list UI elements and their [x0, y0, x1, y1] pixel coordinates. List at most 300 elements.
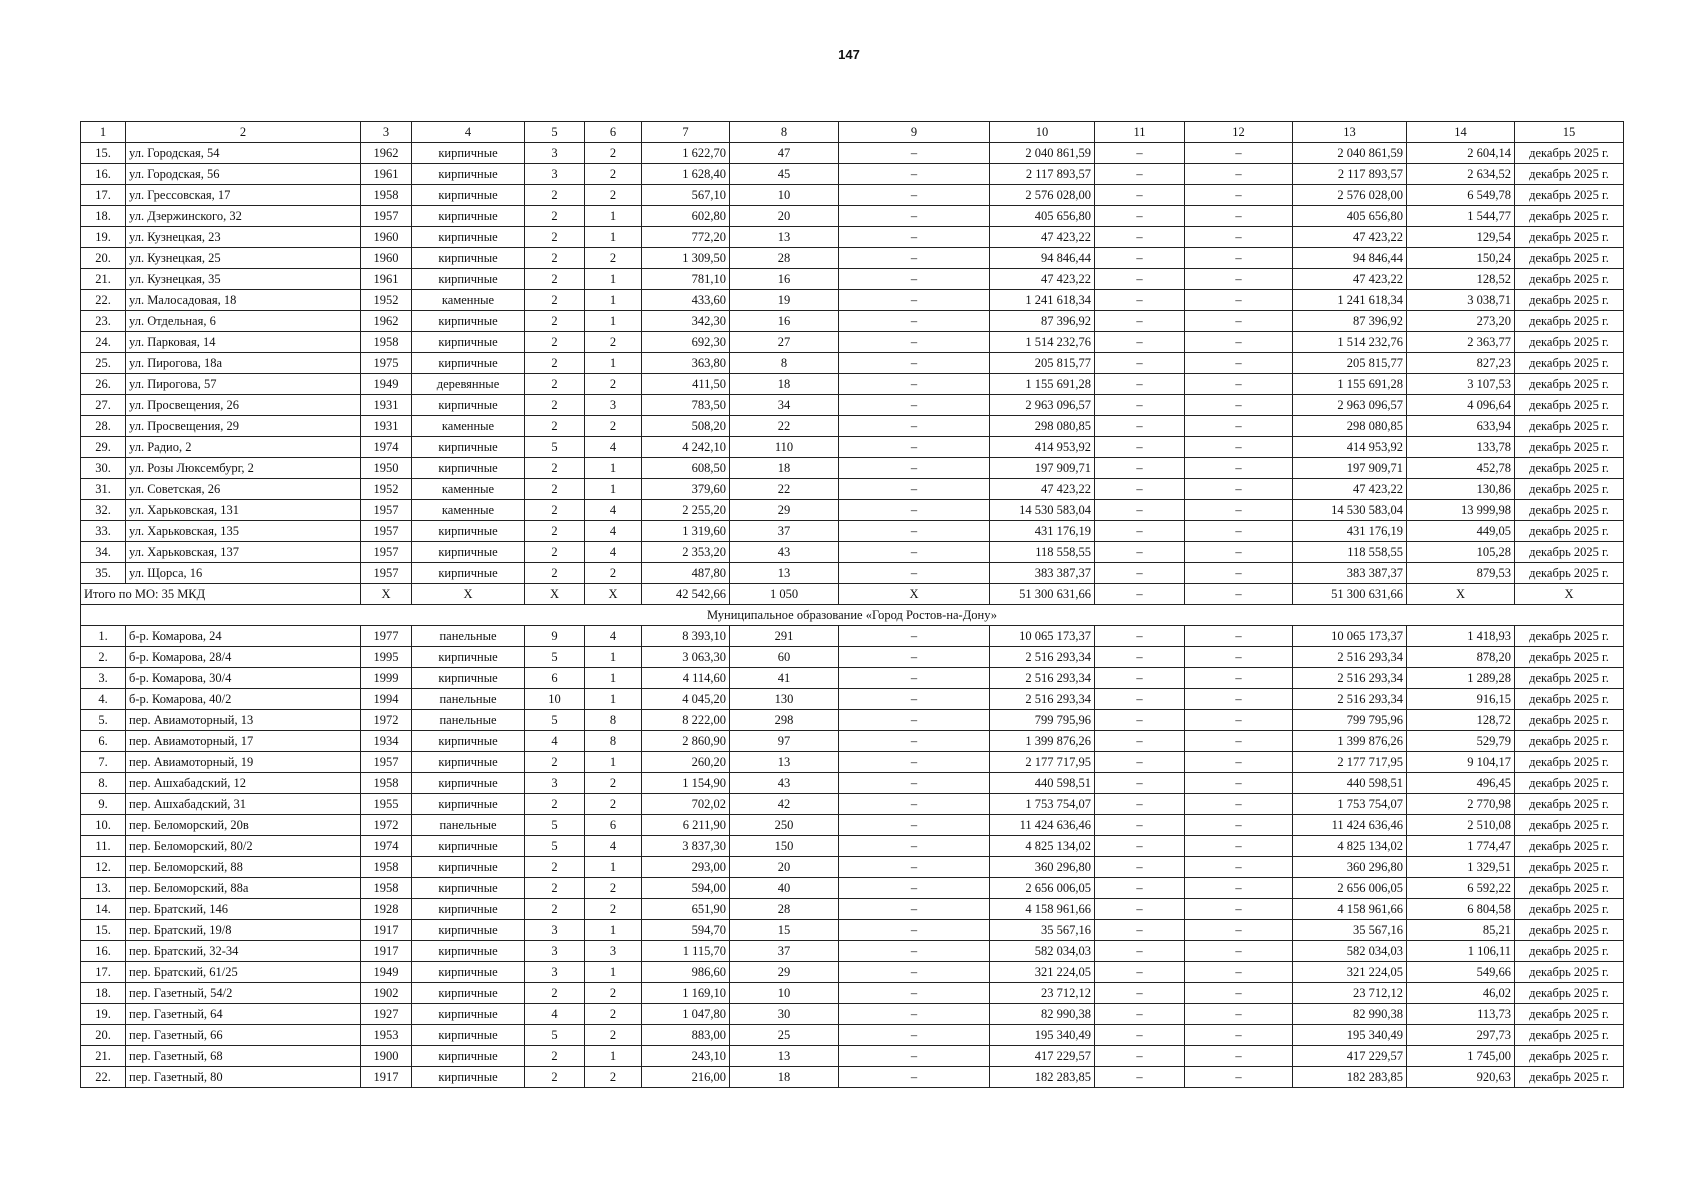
table-cell: декабрь 2025 г. — [1515, 689, 1624, 710]
table-cell: пер. Ашхабадский, 12 — [126, 773, 361, 794]
table-row — [81, 521, 1624, 542]
table-cell: 360 296,80 — [990, 857, 1095, 878]
table-cell: 94 846,44 — [1293, 248, 1407, 269]
table-cell: – — [1095, 983, 1185, 1004]
table-cell: 1 155 691,28 — [1293, 374, 1407, 395]
table-cell: 37 — [730, 521, 839, 542]
table-cell: 1 — [585, 353, 642, 374]
table-cell: 18 — [730, 1067, 839, 1088]
table-cell: 13 — [730, 563, 839, 584]
table-cell: 2 — [525, 542, 585, 563]
table-cell: – — [1095, 143, 1185, 164]
table-cell: декабрь 2025 г. — [1515, 1025, 1624, 1046]
table-cell: 1955 — [361, 794, 412, 815]
table-cell: 130,86 — [1407, 479, 1515, 500]
table-cell: 582 034,03 — [990, 941, 1095, 962]
table-cell: ул. Розы Люксембург, 2 — [126, 458, 361, 479]
table-cell: – — [1185, 542, 1293, 563]
table-cell: 2 — [525, 374, 585, 395]
table-cell: 182 283,85 — [990, 1067, 1095, 1088]
table-cell: – — [839, 668, 990, 689]
table-cell: – — [1095, 920, 1185, 941]
table-cell: 414 953,92 — [990, 437, 1095, 458]
table-cell: 8. — [81, 773, 126, 794]
table-cell: 363,80 — [642, 353, 730, 374]
table-cell: декабрь 2025 г. — [1515, 794, 1624, 815]
table-cell: 4 158 961,66 — [990, 899, 1095, 920]
table-cell: декабрь 2025 г. — [1515, 668, 1624, 689]
total-cell: X — [585, 584, 642, 605]
table-cell: 29 — [730, 500, 839, 521]
table-row — [81, 689, 1624, 710]
table-cell: 878,20 — [1407, 647, 1515, 668]
table-cell: 1953 — [361, 1025, 412, 1046]
table-cell: 2 656 006,05 — [990, 878, 1095, 899]
table-cell: – — [1185, 143, 1293, 164]
table-cell: 2 — [525, 416, 585, 437]
table-cell: – — [1095, 962, 1185, 983]
table-cell: 651,90 — [642, 899, 730, 920]
table-row — [81, 1025, 1624, 1046]
table-cell: 1957 — [361, 752, 412, 773]
table-cell: 1950 — [361, 458, 412, 479]
table-cell: – — [839, 773, 990, 794]
table-cell: 2 604,14 — [1407, 143, 1515, 164]
table-cell: панельные — [412, 815, 525, 836]
table-cell: 23 712,12 — [1293, 983, 1407, 1004]
table-cell: 3 — [585, 941, 642, 962]
table-cell: 15 — [730, 920, 839, 941]
table-cell: ул. Просвещения, 29 — [126, 416, 361, 437]
table-cell: 28. — [81, 416, 126, 437]
table-cell: пер. Беломорский, 20в — [126, 815, 361, 836]
table-cell: – — [839, 206, 990, 227]
table-cell: 6 592,22 — [1407, 878, 1515, 899]
table-cell: – — [1185, 206, 1293, 227]
table-cell: 37 — [730, 941, 839, 962]
table-cell: 2 177 717,95 — [1293, 752, 1407, 773]
table-cell: кирпичные — [412, 794, 525, 815]
table-cell: – — [839, 920, 990, 941]
table-cell: кирпичные — [412, 542, 525, 563]
table-cell: 2 516 293,34 — [1293, 689, 1407, 710]
table-cell: – — [1095, 332, 1185, 353]
table-cell: – — [1095, 458, 1185, 479]
table-row — [81, 290, 1624, 311]
table-cell: 3 837,30 — [642, 836, 730, 857]
table-cell: пер. Беломорский, 88а — [126, 878, 361, 899]
table-row — [81, 500, 1624, 521]
table-cell: – — [1185, 563, 1293, 584]
table-cell: – — [1185, 458, 1293, 479]
total-cell: – — [1095, 584, 1185, 605]
table-cell: 22. — [81, 290, 126, 311]
table-cell: кирпичные — [412, 227, 525, 248]
table-cell: 10 065 173,37 — [1293, 626, 1407, 647]
table-cell: 5 — [525, 437, 585, 458]
table-cell: 2 — [585, 332, 642, 353]
table-cell: – — [1095, 752, 1185, 773]
table-cell: 2 576 028,00 — [1293, 185, 1407, 206]
table-cell: 10 — [525, 689, 585, 710]
table-cell: 1957 — [361, 563, 412, 584]
table-cell: 1999 — [361, 668, 412, 689]
column-number-header: 14 — [1407, 122, 1515, 143]
table-cell: 1900 — [361, 1046, 412, 1067]
table-cell: – — [1185, 437, 1293, 458]
table-cell: пер. Газетный, 80 — [126, 1067, 361, 1088]
table-cell: 342,30 — [642, 311, 730, 332]
table-cell: 2 040 861,59 — [990, 143, 1095, 164]
table-cell: 2 — [585, 878, 642, 899]
table-cell: 2 634,52 — [1407, 164, 1515, 185]
table-cell: 1958 — [361, 878, 412, 899]
table-cell: 87 396,92 — [1293, 311, 1407, 332]
table-cell: декабрь 2025 г. — [1515, 815, 1624, 836]
table-cell: 1 309,50 — [642, 248, 730, 269]
table-cell: 11. — [81, 836, 126, 857]
table-cell: 35. — [81, 563, 126, 584]
table-row — [81, 542, 1624, 563]
table-cell: 1 — [585, 962, 642, 983]
table-cell: 82 990,38 — [1293, 1004, 1407, 1025]
table-cell: – — [1095, 1004, 1185, 1025]
table-cell: 2 353,20 — [642, 542, 730, 563]
table-cell: 1995 — [361, 647, 412, 668]
table-cell: 60 — [730, 647, 839, 668]
table-cell: – — [1095, 857, 1185, 878]
table-cell: – — [839, 836, 990, 857]
table-cell: 1957 — [361, 542, 412, 563]
table-cell: – — [1095, 626, 1185, 647]
table-cell: – — [1095, 899, 1185, 920]
table-cell: 2 — [525, 878, 585, 899]
table-cell: 1 753 754,07 — [1293, 794, 1407, 815]
table-cell: ул. Грессовская, 17 — [126, 185, 361, 206]
table-cell: кирпичные — [412, 311, 525, 332]
table-cell: 1 241 618,34 — [1293, 290, 1407, 311]
table-cell: б-р. Комарова, 40/2 — [126, 689, 361, 710]
table-cell: 1 154,90 — [642, 773, 730, 794]
table-row — [81, 437, 1624, 458]
table-cell: ул. Радио, 2 — [126, 437, 361, 458]
total-label: Итого по МО: 35 МКД — [81, 584, 361, 605]
table-cell: 4 158 961,66 — [1293, 899, 1407, 920]
table-cell: 2 — [525, 248, 585, 269]
table-cell: 1 — [585, 290, 642, 311]
table-cell: 2 — [525, 227, 585, 248]
table-cell: 3. — [81, 668, 126, 689]
table-cell: 783,50 — [642, 395, 730, 416]
table-cell: кирпичные — [412, 941, 525, 962]
table-cell: б-р. Комарова, 28/4 — [126, 647, 361, 668]
table-cell: 4 — [585, 500, 642, 521]
table-row — [81, 899, 1624, 920]
table-cell: 30 — [730, 1004, 839, 1025]
table-cell: 1934 — [361, 731, 412, 752]
table-cell: – — [1095, 794, 1185, 815]
table-cell: – — [1185, 1004, 1293, 1025]
table-cell: 1 047,80 — [642, 1004, 730, 1025]
table-cell: 4 — [585, 521, 642, 542]
table-cell: – — [1185, 731, 1293, 752]
table-cell: – — [1095, 164, 1185, 185]
table-cell: 20 — [730, 206, 839, 227]
table-cell: 1 — [585, 647, 642, 668]
total-cell: X — [412, 584, 525, 605]
table-cell: панельные — [412, 689, 525, 710]
table-cell: 7. — [81, 752, 126, 773]
table-cell: 2 040 861,59 — [1293, 143, 1407, 164]
table-cell: 1927 — [361, 1004, 412, 1025]
table-cell: – — [1095, 563, 1185, 584]
table-cell: 6 211,90 — [642, 815, 730, 836]
table-cell: 31. — [81, 479, 126, 500]
table-cell: 2 — [525, 353, 585, 374]
table-cell: 1 — [585, 689, 642, 710]
table-cell: 19. — [81, 1004, 126, 1025]
table-cell: ул. Пирогова, 18а — [126, 353, 361, 374]
table-cell: 1 106,11 — [1407, 941, 1515, 962]
table-cell: 1. — [81, 626, 126, 647]
table-cell: кирпичные — [412, 1025, 525, 1046]
table-cell: 411,50 — [642, 374, 730, 395]
table-cell: декабрь 2025 г. — [1515, 836, 1624, 857]
table-cell: панельные — [412, 710, 525, 731]
table-cell: 799 795,96 — [990, 710, 1095, 731]
table-cell: – — [839, 143, 990, 164]
table-cell: пер. Авиамоторный, 17 — [126, 731, 361, 752]
table-cell: 197 909,71 — [990, 458, 1095, 479]
table-cell: кирпичные — [412, 857, 525, 878]
table-cell: декабрь 2025 г. — [1515, 185, 1624, 206]
table-cell: 496,45 — [1407, 773, 1515, 794]
column-number-header: 9 — [839, 122, 990, 143]
table-cell: – — [1095, 1067, 1185, 1088]
table-cell: декабрь 2025 г. — [1515, 773, 1624, 794]
table-cell: пер. Газетный, 68 — [126, 1046, 361, 1067]
table-cell: панельные — [412, 626, 525, 647]
table-cell: 1917 — [361, 1067, 412, 1088]
table-cell: 24. — [81, 332, 126, 353]
table-cell: 113,73 — [1407, 1004, 1515, 1025]
table-cell: 1 — [585, 479, 642, 500]
table-cell: 195 340,49 — [990, 1025, 1095, 1046]
table-cell: декабрь 2025 г. — [1515, 752, 1624, 773]
table-cell: кирпичные — [412, 206, 525, 227]
table-cell: 30. — [81, 458, 126, 479]
table-cell: 360 296,80 — [1293, 857, 1407, 878]
table-cell: – — [839, 416, 990, 437]
table-cell: 1957 — [361, 500, 412, 521]
table-cell: 920,63 — [1407, 1067, 1515, 1088]
table-cell: 440 598,51 — [1293, 773, 1407, 794]
table-cell: – — [1185, 941, 1293, 962]
table-cell: 18 — [730, 458, 839, 479]
table-cell: 2 963 096,57 — [990, 395, 1095, 416]
table-cell: 2 — [525, 479, 585, 500]
table-cell: 1 399 876,26 — [990, 731, 1095, 752]
table-cell: 22. — [81, 1067, 126, 1088]
table-cell: 3 063,30 — [642, 647, 730, 668]
table-cell: – — [1185, 962, 1293, 983]
total-row — [81, 584, 1624, 605]
table-cell: – — [1095, 290, 1185, 311]
table-cell: 3 — [525, 941, 585, 962]
table-cell: – — [839, 878, 990, 899]
table-cell: 2 860,90 — [642, 731, 730, 752]
table-cell: 1 — [585, 668, 642, 689]
table-cell: 2 — [585, 1025, 642, 1046]
table-cell: 2 — [525, 500, 585, 521]
table-cell: 27 — [730, 332, 839, 353]
table-cell: 2 — [525, 1046, 585, 1067]
total-cell: – — [1185, 584, 1293, 605]
table-cell: 17. — [81, 185, 126, 206]
table-cell: – — [1185, 290, 1293, 311]
table-cell: пер. Братский, 61/25 — [126, 962, 361, 983]
table-cell: ул. Городская, 54 — [126, 143, 361, 164]
table-cell: 150 — [730, 836, 839, 857]
table-cell: 2 — [585, 773, 642, 794]
table-cell: 10. — [81, 815, 126, 836]
table-cell: кирпичные — [412, 752, 525, 773]
table-cell: 6 — [525, 668, 585, 689]
table-cell: 8 — [730, 353, 839, 374]
table-cell: 8 — [585, 731, 642, 752]
table-cell: 110 — [730, 437, 839, 458]
table-cell: – — [1095, 500, 1185, 521]
table-cell: 28 — [730, 899, 839, 920]
table-cell: – — [1185, 311, 1293, 332]
table-cell: – — [839, 437, 990, 458]
table-cell: 298 — [730, 710, 839, 731]
table-cell: 2 — [525, 206, 585, 227]
table-cell: 608,50 — [642, 458, 730, 479]
table-cell: декабрь 2025 г. — [1515, 143, 1624, 164]
table-cell: 43 — [730, 773, 839, 794]
table-cell: декабрь 2025 г. — [1515, 626, 1624, 647]
table-cell: – — [1095, 815, 1185, 836]
table-cell: декабрь 2025 г. — [1515, 563, 1624, 584]
table-cell: – — [839, 857, 990, 878]
table-cell: 4 045,20 — [642, 689, 730, 710]
table-cell: 1 — [585, 206, 642, 227]
table-cell: пер. Братский, 19/8 — [126, 920, 361, 941]
table-row — [81, 143, 1624, 164]
table-cell: 47 423,22 — [1293, 227, 1407, 248]
table-cell: декабрь 2025 г. — [1515, 248, 1624, 269]
table-cell: 3 038,71 — [1407, 290, 1515, 311]
table-cell: 2 255,20 — [642, 500, 730, 521]
table-cell: 508,20 — [642, 416, 730, 437]
table-cell: – — [1185, 647, 1293, 668]
table-cell: ул. Харьковская, 137 — [126, 542, 361, 563]
table-cell: 41 — [730, 668, 839, 689]
table-cell: 2 656 006,05 — [1293, 878, 1407, 899]
column-number-header: 12 — [1185, 122, 1293, 143]
table-row — [81, 962, 1624, 983]
table-cell: пер. Авиамоторный, 13 — [126, 710, 361, 731]
table-cell: 2 — [585, 248, 642, 269]
table-cell: б-р. Комарова, 24 — [126, 626, 361, 647]
table-cell: 20. — [81, 248, 126, 269]
table-cell: – — [839, 248, 990, 269]
section-row — [81, 605, 1624, 626]
column-number-header: 15 — [1515, 122, 1624, 143]
table-cell: – — [839, 290, 990, 311]
table-cell: декабрь 2025 г. — [1515, 1004, 1624, 1025]
table-cell: пер. Газетный, 54/2 — [126, 983, 361, 1004]
table-cell: 23. — [81, 311, 126, 332]
table-cell: кирпичные — [412, 1046, 525, 1067]
table-cell: 2 — [525, 395, 585, 416]
table-cell: – — [1095, 689, 1185, 710]
table-cell: 21. — [81, 1046, 126, 1067]
table-cell: 47 423,22 — [990, 227, 1095, 248]
table-cell: 10 — [730, 983, 839, 1004]
table-cell: 1960 — [361, 248, 412, 269]
column-number-header-row — [81, 122, 1624, 143]
table-cell: кирпичные — [412, 437, 525, 458]
table-cell: 25. — [81, 353, 126, 374]
table-cell: – — [1185, 353, 1293, 374]
table-cell: – — [839, 962, 990, 983]
table-cell: 9 104,17 — [1407, 752, 1515, 773]
table-cell: – — [1185, 227, 1293, 248]
table-cell: декабрь 2025 г. — [1515, 500, 1624, 521]
column-number-header: 5 — [525, 122, 585, 143]
table-cell: – — [839, 479, 990, 500]
table-cell: декабрь 2025 г. — [1515, 941, 1624, 962]
table-cell: 2 — [585, 1004, 642, 1025]
table-cell: – — [839, 941, 990, 962]
table-cell: – — [1185, 710, 1293, 731]
table-cell: 1 745,00 — [1407, 1046, 1515, 1067]
total-cell: X — [361, 584, 412, 605]
table-cell: – — [1095, 521, 1185, 542]
table-cell: 1 — [585, 857, 642, 878]
column-number-header: 13 — [1293, 122, 1407, 143]
table-row — [81, 458, 1624, 479]
housing-register-table — [80, 121, 1624, 1088]
table-cell: 1 155 691,28 — [990, 374, 1095, 395]
table-cell: 3 107,53 — [1407, 374, 1515, 395]
table-cell: 18 — [730, 374, 839, 395]
table-cell: 13 — [730, 752, 839, 773]
table-row — [81, 563, 1624, 584]
table-cell: 1 — [585, 311, 642, 332]
table-cell: – — [839, 521, 990, 542]
table-cell: 40 — [730, 878, 839, 899]
table-cell: декабрь 2025 г. — [1515, 542, 1624, 563]
table-cell: – — [839, 647, 990, 668]
table-row — [81, 311, 1624, 332]
table-cell: декабрь 2025 г. — [1515, 395, 1624, 416]
table-cell: 2 — [525, 311, 585, 332]
table-cell: каменные — [412, 416, 525, 437]
table-row — [81, 227, 1624, 248]
table-cell: 2 — [585, 794, 642, 815]
table-cell: 4 825 134,02 — [990, 836, 1095, 857]
table-cell: 26. — [81, 374, 126, 395]
table-cell: 129,54 — [1407, 227, 1515, 248]
table-cell: 1 — [585, 1046, 642, 1067]
table-cell: кирпичные — [412, 332, 525, 353]
table-cell: 2 — [585, 1067, 642, 1088]
table-cell: декабрь 2025 г. — [1515, 1067, 1624, 1088]
table-cell: декабрь 2025 г. — [1515, 437, 1624, 458]
